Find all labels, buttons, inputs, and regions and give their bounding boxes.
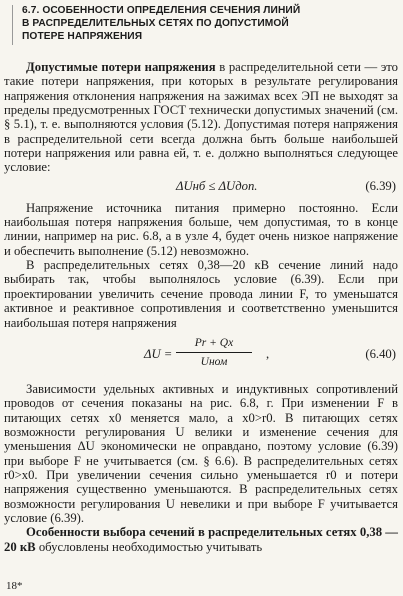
margin-mark	[12, 5, 18, 45]
page-signature: 18*	[6, 580, 23, 592]
formula-6-40-denominator: Uном	[200, 355, 228, 368]
section-heading	[22, 4, 382, 43]
formula-6-40-lhs: ΔU =	[144, 346, 173, 361]
heading-line-2: В РАСПРЕДЕЛИТЕЛЬНЫХ СЕТЯХ ПО ДОПУСТИМОЙ	[22, 18, 289, 29]
heading-line-1: 6.7. ОСОБЕННОСТИ ОПРЕДЕЛЕНИЯ СЕЧЕНИЯ ЛИНИЙ	[22, 5, 301, 16]
paragraph-3: В распределительных сетях 0,38—20 кВ сечение линий надо выбирать так, чтобы выполнялось условие (6.39). Если при проектировании увеличить сечение провода линии F, то уменьшатся активное и реактивное сопротивления и соответственно уменьшится наибольшая потеря напряжения	[4, 258, 398, 330]
formula-6-40-number: (6.40)	[365, 346, 396, 361]
paragraph-2: Напряжение источника питания примерно постоянно. Если наибольшая потеря напряжения больше, чем допустимая, то в конце линии, например на рис. 6.8, а в узле 4, будет очень низкое напряжение и обеспечить выполнение (5.12) невозможно.	[4, 200, 398, 258]
formula-6-40	[4, 336, 398, 376]
paragraph-5	[4, 525, 398, 554]
body-text	[4, 60, 398, 554]
paragraph-5-lead: Особенности выбора сечений в распределительных сетях 0,38 — 20 кВ	[4, 525, 398, 554]
formula-6-39-expr: ΔUнб ≤ ΔUдоп.	[176, 178, 258, 193]
formula-6-39	[4, 177, 398, 199]
formula-6-40-comma: ,	[266, 346, 270, 361]
paragraph-1-lead: Допустимые потери напряжения	[26, 60, 216, 74]
paragraph-4: Зависимости удельных активных и индуктивных сопротивлений проводов от сечения показаны на рис. 6.8, г. При изменении F в питающих сетях x0 меняется мало, а x0>r0. В питающих сетях возможности регулирования U велики и изменение сечения для уменьшения ΔU экономически не оправдано, поэтому условие (6.39) при выборе F не учитывается (см. § 6.6). В распределительных сетях r0>x0. При увеличении сечения сильно уменьшается r0 и потери напряжения существенно уменьшаются. В распределительных сетях возможности регулирования U невелики и при выборе F учитывается условие (6.39).	[4, 381, 398, 525]
paragraph-1	[4, 60, 398, 175]
paragraph-1-text: в распределительной сети — это такие потери напряжения, при которых в результате регулирования напряжения отклонения напряжения на зажимах всех ЭП не выходят за пределы предусмотренных ГОСТ технически допустимых значений (см. § 5.1), т. е. выполняются условия (5.12). Допустимая потеря напряжения в распределительной сети всегда должна быть больше наибольшей потери напряжения или равна ей, т. е. должно выполняться следующее условие:	[4, 60, 398, 175]
formula-6-39-number: (6.39)	[365, 178, 396, 193]
paragraph-5-text: обусловлены необходимостью учитывать	[35, 539, 263, 554]
heading-line-3: ПОТЕРЕ НАПРЯЖЕНИЯ	[22, 31, 143, 42]
fraction-bar	[176, 352, 252, 353]
formula-6-40-fraction	[176, 336, 252, 369]
formula-6-40-numerator: Pr + Qx	[194, 336, 234, 349]
